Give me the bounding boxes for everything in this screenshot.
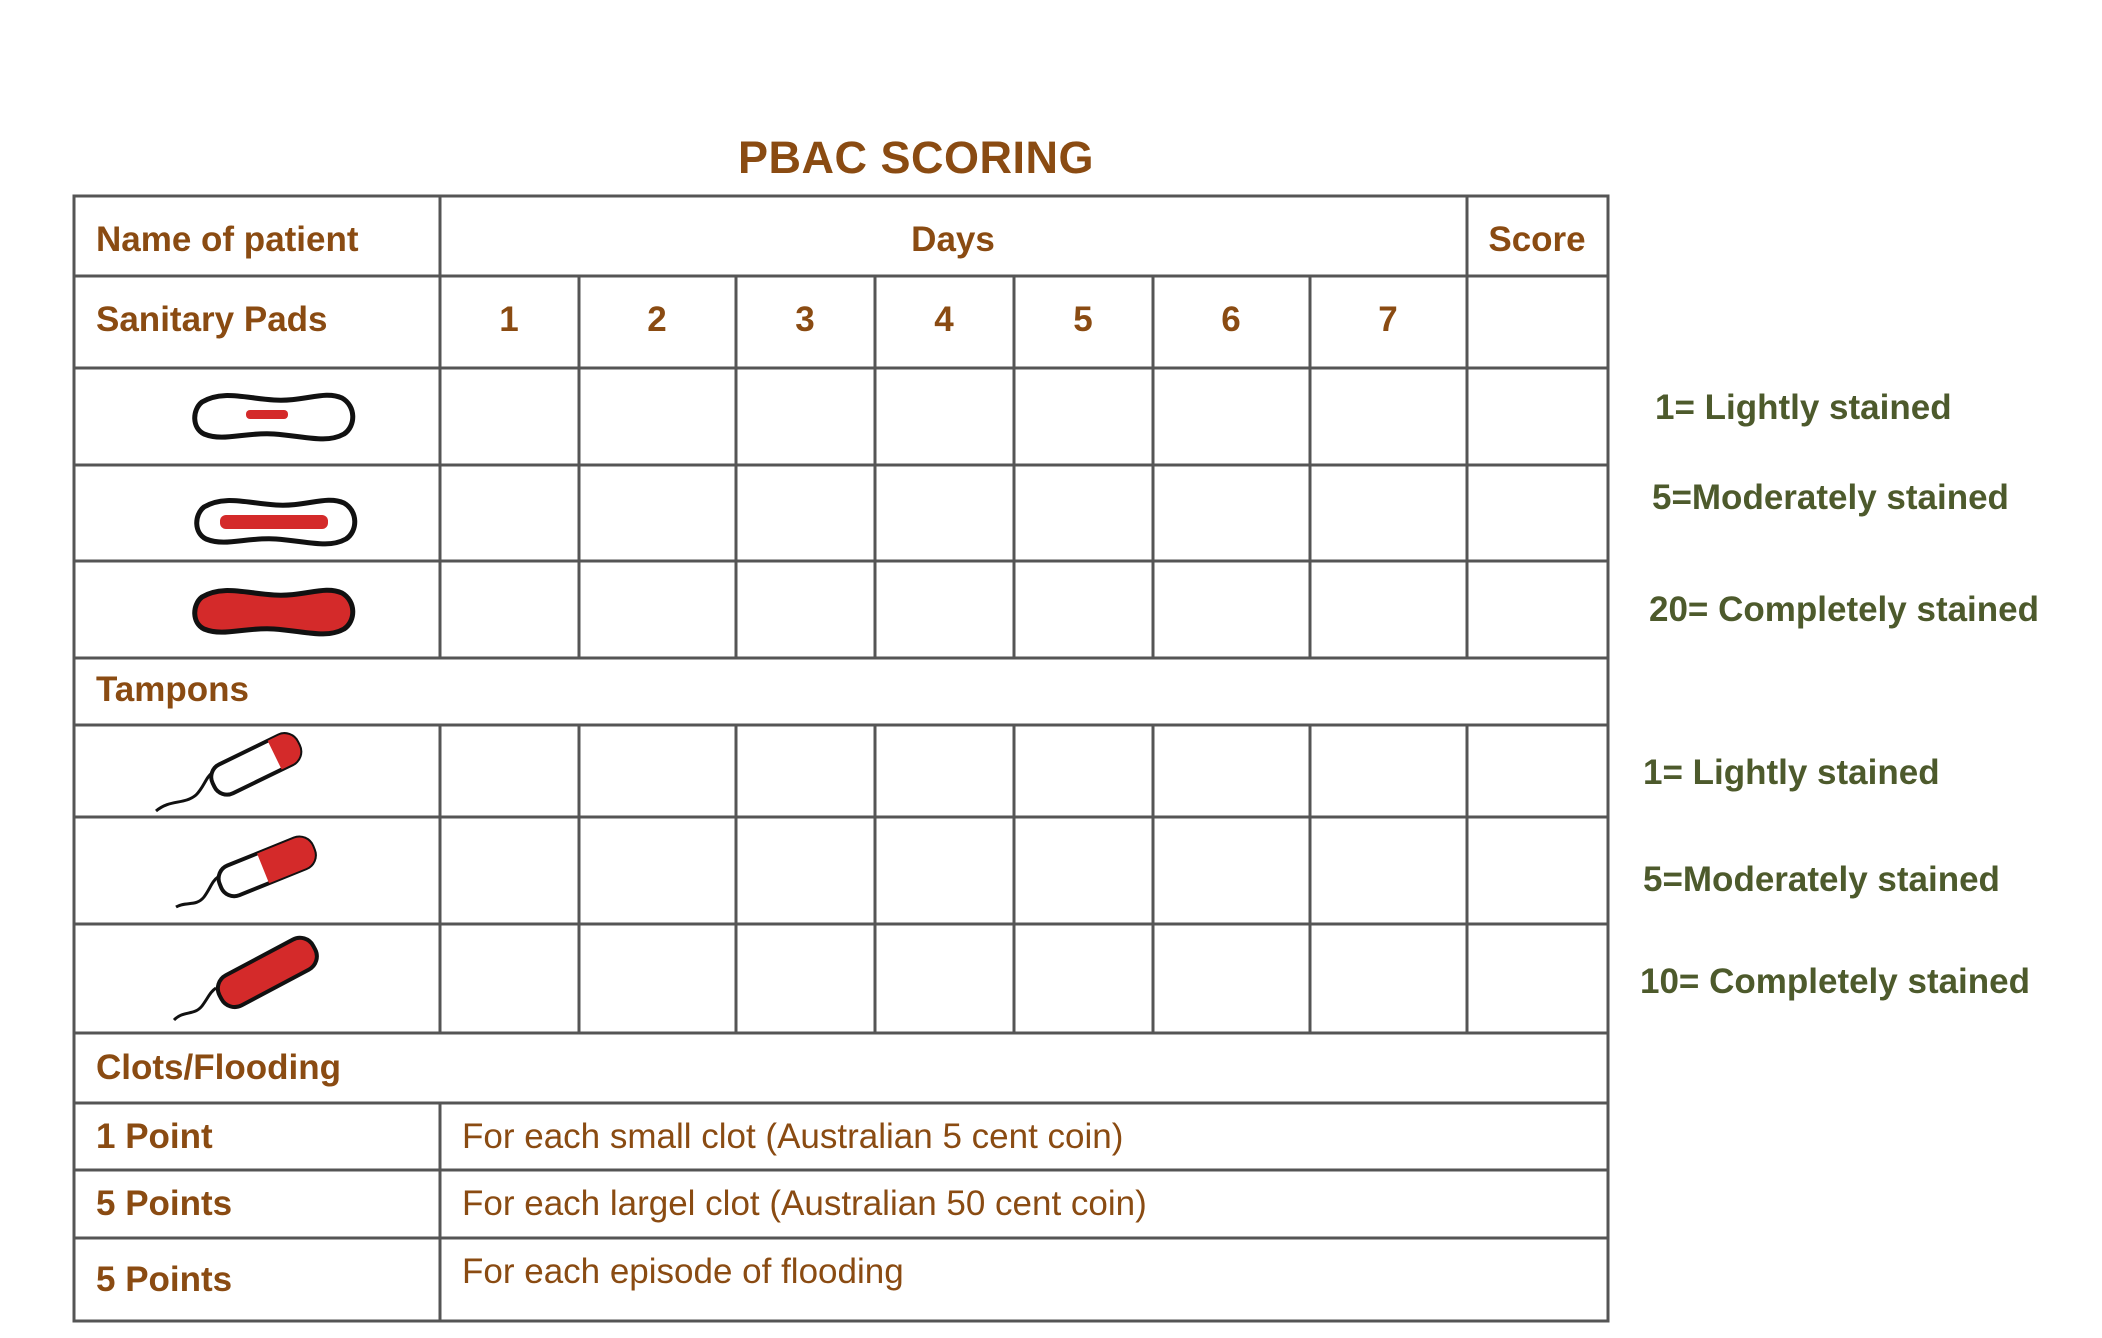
clots-flooding-label: Clots/Flooding: [96, 1048, 341, 1087]
clot-points-1: 1 Point: [96, 1117, 213, 1156]
pad-legend-moderate: 5=Moderately stained: [1652, 478, 2009, 517]
day-5-header: 5: [1073, 300, 1093, 339]
clot-points-3: 5 Points: [96, 1260, 233, 1299]
pad-legend-complete: 20= Completely stained: [1649, 590, 2040, 629]
tampons-label: Tampons: [96, 670, 249, 709]
day-3-header: 3: [795, 300, 815, 339]
day-6-header: 6: [1221, 300, 1241, 339]
tampon-legend-moderate: 5=Moderately stained: [1643, 860, 2000, 899]
pad-legend-light: 1= Lightly stained: [1655, 388, 1952, 427]
moderately-stained-tampon-icon: [170, 825, 330, 917]
score-header: Score: [1488, 220, 1586, 259]
tampon-legend-complete: 10= Completely stained: [1640, 962, 2031, 1001]
sanitary-pads-label: Sanitary Pads: [96, 300, 328, 339]
day-2-header: 2: [647, 300, 667, 339]
moderately-stained-pad-icon: [190, 485, 362, 557]
completely-stained-pad-icon: [188, 575, 360, 647]
lightly-stained-tampon-icon: [150, 725, 310, 817]
completely-stained-tampon-icon: [168, 930, 328, 1030]
days-header: Days: [911, 220, 995, 259]
day-4-header: 4: [934, 300, 954, 339]
clot-description-2: For each largel clot (Australian 50 cent coin): [462, 1184, 1147, 1223]
clot-description-1: For each small clot (Australian 5 cent coin): [462, 1117, 1124, 1156]
clot-description-3: For each episode of flooding: [462, 1252, 904, 1291]
clot-points-2: 5 Points: [96, 1184, 233, 1223]
name-of-patient-header: Name of patient: [96, 220, 359, 259]
day-1-header: 1: [499, 300, 519, 339]
page-title: PBAC SCORING: [738, 132, 1095, 183]
tampon-legend-light: 1= Lightly stained: [1643, 753, 1940, 792]
lightly-stained-pad-icon: [188, 380, 360, 452]
day-7-header: 7: [1378, 300, 1398, 339]
